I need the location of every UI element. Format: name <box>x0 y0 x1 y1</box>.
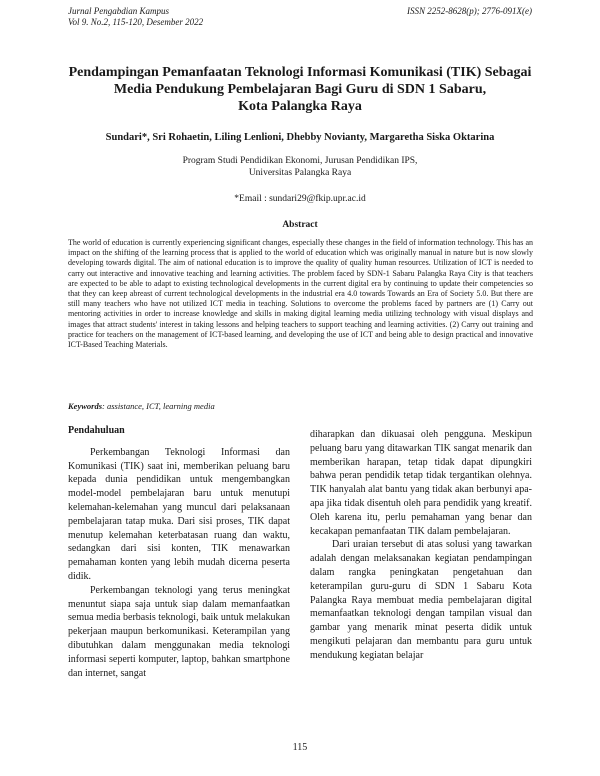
title-line: Pendampingan Pemanfaatan Teknologi Informasi Komunikasi (TIK) Sebagai <box>68 65 532 80</box>
column-left <box>68 424 290 680</box>
title-line: Media Pendukung Pembelajaran Bagi Guru di SDN 1 Sabaru, <box>113 82 487 97</box>
keywords <box>68 401 215 411</box>
body-paragraph: Perkembangan Teknologi Informasi dan Komunikasi (TIK) saat ini, memberikan peluang baru kepada dunia pendidikan untuk mengembangkan model-model pembelajaran baru untuk menutupi kelemahan-kelemahan yang muncul dari pelaksanaan pembelajaran tatap muka. Dari sisi proses, TIK dapat menutup kelemahan keterbatasan ruang dan waktu, sedangkan dari sisi konten, TIK menawarkan pemahaman konten yang lebih mudah dicerna peserta didik. <box>68 446 290 582</box>
affiliation <box>60 155 540 179</box>
column-right <box>310 428 532 663</box>
authors: Sundari*, Sri Rohaetin, Liling Lenlioni, Dhebby Novianty, Margaretha Siska Oktarina <box>105 132 495 143</box>
section-heading: Pendahuluan <box>68 425 125 436</box>
body-paragraph: Dari uraian tersebut di atas solusi yang tawarkan adalah dengan melaksanakan kegiatan pendampingan dalam rangka peningkatan pengetahuan dan keterampilan guru-guru di SDN 1 Sabaru Kota Palangka Raya membuat media pembelajaran digital memanfaatkan teknologi dengan tampilan visual dan gambar yang menarik minat peserta didik untuk mengikuti pelajaran dan membantu para guru untuk mendukung kegiatan belajar <box>310 539 532 661</box>
affiliation-line: Program Studi Pendidikan Ekonomi, Jurusan Pendidikan IPS, <box>182 156 418 166</box>
journal-header <box>68 6 203 28</box>
title-line: Kota Palangka Raya <box>238 99 362 114</box>
affiliation-line: Universitas Palangka Raya <box>248 168 352 178</box>
body-paragraph: Perkembangan teknologi yang terus meningkat menuntut siapa saja untuk siap dalam memanfaatkan semua media berbasis teknologi, baik untuk melakukan pekerjaan maupun berkomunikasi. Keterampilan yang dibutuhkan dalam menggunakan media teknologi informasi seperti komputer, laptop, bahkan smartphone dan internet, sangat <box>68 584 290 679</box>
author-email: *Email : sundari29@fkip.upr.ac.id <box>234 194 366 204</box>
keywords-text: : assistance, ICT, learning media <box>102 401 215 411</box>
abstract-text: The world of education is currently experiencing significant changes, especially these changes in the field of information technology. This has an impact on the shifting of the learning process that is applied to the world of education which was originally manual in nature but is now slowly developing towards digital. The aim of national education is to improve the quality of quality human resources. Utilization of ICT is needed to carry out interactive and innovative teaching and learning activities. The problem faced by SDN-1 Sabaru Palangka Raya City is that teachers are expected to be able to adapt to existing technological developments in the current digital era by continuing to update their competencies so that they can keep abreast of current technological developments in the industrial era 4.0 towards Towards an Era of Society 5.0. But there are still many teachers who have not utilized ICT media in teaching. Solutions to overcome the problems faced by partners are (1) Carry out mentoring activities in order to increase knowledge and skills in making digital learning media utilizing technology with visual displays and images that attract students' interest in taking lessons and helping teachers to support teaching and learning activities. (2) Carry out training and practice for teachers on the management of ICT-based learning, and developing the use of ICT and being able to design practical and innovative ICT-Based Teaching Materials. <box>68 238 533 350</box>
body-paragraph: diharapkan dan dikuasai oleh pengguna. Meskipun peluang baru yang ditawarkan TIK sangat menarik dan memberikan harapan, tetap tidak dapat dipungkiri bahwa peran pendidik tetap tidak tergantikan olehnya. TIK hanyalah alat bantu yang tidak akan berbunyi apa-apa jika tidak disentuh oleh para pendidik yang kreatif. Oleh karena itu, perlu pemahaman yang benar dan kecakapan pemanfaatan TIK dalam pembelajaran. <box>310 429 532 537</box>
abstract-body <box>68 238 533 350</box>
issn: ISSN 2252-8628(p); 2776-091X(e) <box>407 6 532 16</box>
abstract-heading: Abstract <box>282 220 318 230</box>
page-number: 115 <box>292 742 308 753</box>
journal-name: Jurnal Pengabdian Kampus <box>68 6 169 16</box>
journal-volume: Vol 9. No.2, 115-120, Desember 2022 <box>68 17 204 27</box>
keywords-label: Keywords <box>68 401 102 411</box>
paper-title <box>60 64 540 115</box>
